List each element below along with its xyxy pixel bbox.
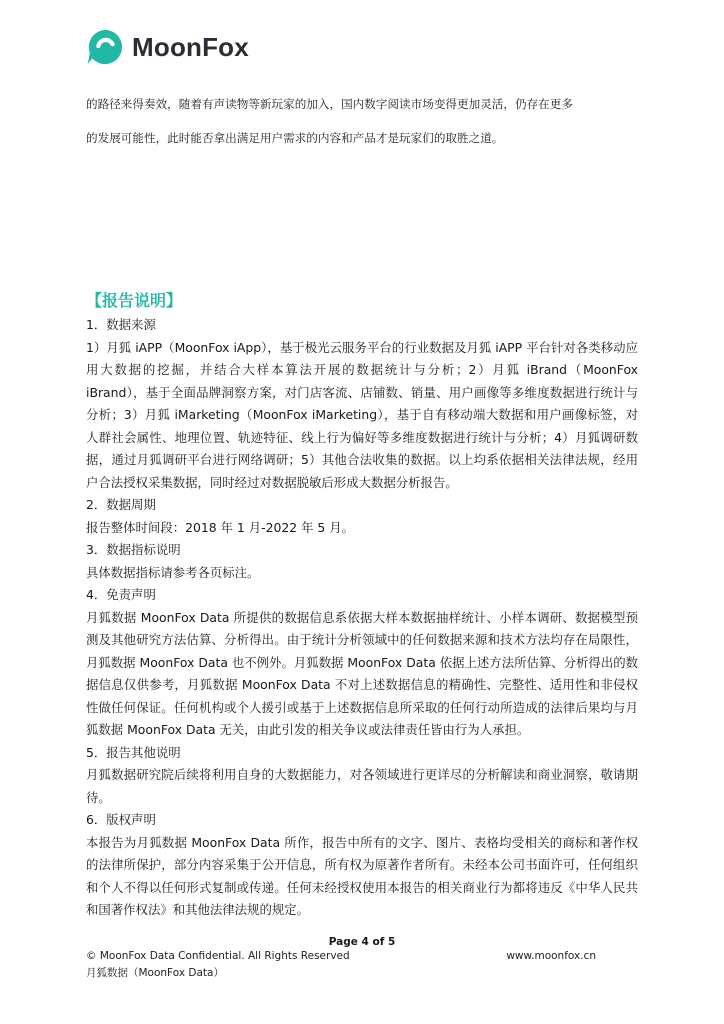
intro-line: 的发展可能性，此时能否拿出满足用户需求的内容和产品才是玩家们的取胜之道。 [86, 131, 504, 145]
moonfox-logo-icon [86, 28, 124, 66]
footer-brand-name: 月狐数据（MoonFox Data） [86, 967, 224, 979]
page-number: Page 4 of 5 [328, 936, 396, 948]
section-heading-disclaimer: 4．免责声明 [86, 587, 156, 602]
intro-paragraph [86, 87, 646, 155]
data-source-paragraph: 1）月狐 iAPP（MoonFox iApp），基于极光云服务平台的行业数据及月狐 iAPP 平台针对各类移动应用大数据的挖掘，并结合大样本算法开展的数据统计与分析；2）月狐 iBrand（MoonFox iBrand），基于全面品牌洞察方案，对门店客流、店铺数、销量、用户画像等多维度数据进行统计与分析；3）月狐 iMarketing（MoonFox iMarketing），基于自有移动端大数据和用户画像标签，对人群社会属性、地理位置、轨迹特征、线上行为偏好等多维度数据进行统计与分析；4）月狐调研数据，通过月狐调研平台进行网络调研；5）其他合法收集的数据。以上均系依据相关法律法规，经用户合法授权采集数据，同时经过对数据脱敏后形成大数据分析报告。 [86, 339, 638, 490]
report-notes-body [86, 314, 638, 922]
data-period-paragraph: 报告整体时间段：2018 年 1 月-2022 年 5 月。 [86, 519, 355, 535]
copyright-paragraph: 本报告为月狐数据 MoonFox Data 所作，报告中所有的文字、图片、表格均受相关的商标和著作权的法律所保护，部分内容采集于公开信息，所有权为原著作者所有。未经本公司书面许可，任何组织和个人不得以任何形式复制或传递。任何未经授权使用本报告的相关商业行为都将违反《中华人民共和国著作权法》和其他法律法规的规定。 [86, 834, 638, 917]
website-link[interactable]: www.moonfox.cn [506, 950, 596, 962]
section-heading-copyright: 6．版权声明 [86, 812, 156, 827]
section-heading-data-period: 2．数据周期 [86, 497, 156, 512]
metrics-paragraph: 具体数据指标请参考各页标注。 [86, 564, 260, 580]
section-heading-data-source: 1．数据来源 [86, 317, 156, 332]
section-heading-metrics: 3．数据指标说明 [86, 542, 181, 557]
other-notes-paragraph: 月狐数据研究院后续将利用自身的大数据能力，对各领域进行更详尽的分析解读和商业洞察，敬请期待。 [86, 767, 638, 805]
section-heading-other-notes: 5．报告其他说明 [86, 744, 181, 760]
logo-text: MoonFox [132, 31, 249, 62]
confidential-notice: © MoonFox Data Confidential. All Rights Reserved [86, 950, 350, 962]
disclaimer-paragraph: 月狐数据 MoonFox Data 所提供的数据信息系依据大样本数据抽样统计、小样本调研、数据模型预测及其他研究方法估算、分析得出。由于统计分析领域中的任何数据来源和技术方法均存在局限性，月狐数据 MoonFox Data 也不例外。月狐数据 MoonFox Data 依据上述方法所估算、分析得出的数据信息仅供参考，月狐数据 MoonFox Data 不对上述数据信息的精确性、完整性、适用性和非侵权性做任何保证。任何机构或个人援引或基于上述数据信息所采取的任何行动所造成的法律后果均与月狐数据 MoonFox Data 无关，由此引发的相关争议或法律责任皆由行为人承担。 [86, 609, 638, 737]
moonfox-logo [86, 28, 249, 66]
footer-row [86, 950, 596, 962]
intro-line: 的路径来得奏效，随着有声读物等新玩家的加入，国内数字阅读市场变得更加灵活，仍存在更多 [86, 97, 573, 111]
report-notes-title: 【报告说明】 [86, 291, 183, 310]
